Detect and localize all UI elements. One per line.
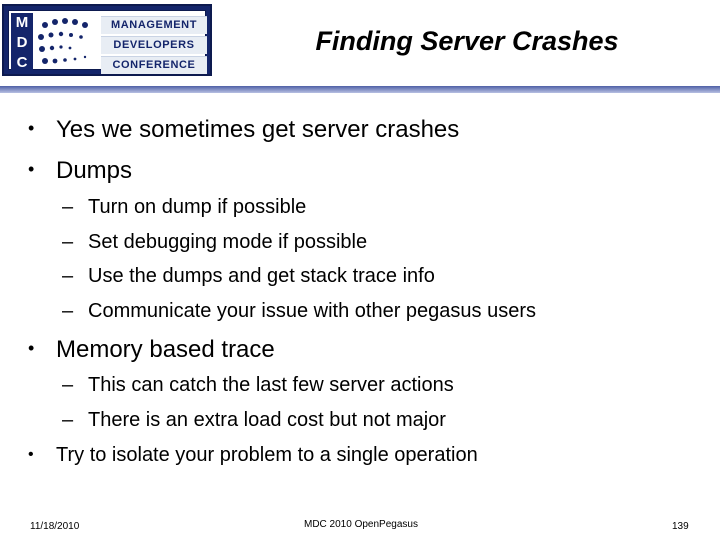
logo-letter: D xyxy=(16,34,28,51)
dash-glyph: – xyxy=(62,196,74,218)
footer-date: 11/18/2010 xyxy=(30,521,80,532)
dash-glyph: – xyxy=(62,409,74,431)
bullet-item xyxy=(28,116,459,144)
logo-wordmark xyxy=(101,16,207,76)
sub-bullet-item xyxy=(62,374,454,397)
sub-bullet-text: Use the dumps and get stack trace info xyxy=(88,265,435,287)
bullet-glyph: • xyxy=(28,338,35,358)
dash-glyph: – xyxy=(62,374,74,396)
bullet-text: Memory based trace xyxy=(56,336,275,363)
bullet-glyph: • xyxy=(28,446,34,463)
bullet-item xyxy=(28,336,275,364)
logo-word: MANAGEMENT xyxy=(101,16,207,34)
logo-word: DEVELOPERS xyxy=(101,36,207,54)
sub-bullet-item xyxy=(62,300,536,323)
dash-glyph: – xyxy=(62,300,74,322)
sub-bullet-text: Communicate your issue with other pegasus users xyxy=(88,300,536,322)
slide-title: Finding Server Crashes xyxy=(315,26,619,56)
logo-word: CONFERENCE xyxy=(101,56,207,74)
sub-bullet-item xyxy=(62,265,435,288)
bullet-text: Try to isolate your problem to a single operation xyxy=(56,444,478,466)
sub-bullet-item xyxy=(62,409,446,432)
mdc-logo xyxy=(2,4,212,76)
bullet-glyph: • xyxy=(28,118,35,138)
page-number: 139 xyxy=(672,521,689,532)
logo-letter: M xyxy=(15,14,29,31)
bullet-item xyxy=(28,157,132,185)
dash-glyph: – xyxy=(62,231,74,253)
logo-panel xyxy=(8,10,206,70)
sub-bullet-text: There is an extra load cost but not major xyxy=(88,409,446,431)
bullet-text: Dumps xyxy=(56,157,133,184)
dash-glyph: – xyxy=(62,265,74,287)
logo-dots-graphic xyxy=(37,17,97,69)
sub-bullet-text: This can catch the last few server actions xyxy=(88,374,454,396)
footer-center-text: MDC 2010 OpenPegasus xyxy=(304,519,418,530)
sub-bullet-text: Turn on dump if possible xyxy=(88,196,307,218)
sub-bullet-item xyxy=(62,196,306,219)
bullet-glyph: • xyxy=(28,159,35,179)
sub-bullet-item xyxy=(62,231,367,254)
bullet-text: Yes we sometimes get server crashes xyxy=(56,116,460,143)
sub-bullet-text: Set debugging mode if possible xyxy=(88,231,368,253)
header-divider xyxy=(0,86,720,93)
logo-letter: C xyxy=(16,54,28,71)
logo-letters xyxy=(11,13,33,73)
bullet-item xyxy=(28,444,478,467)
